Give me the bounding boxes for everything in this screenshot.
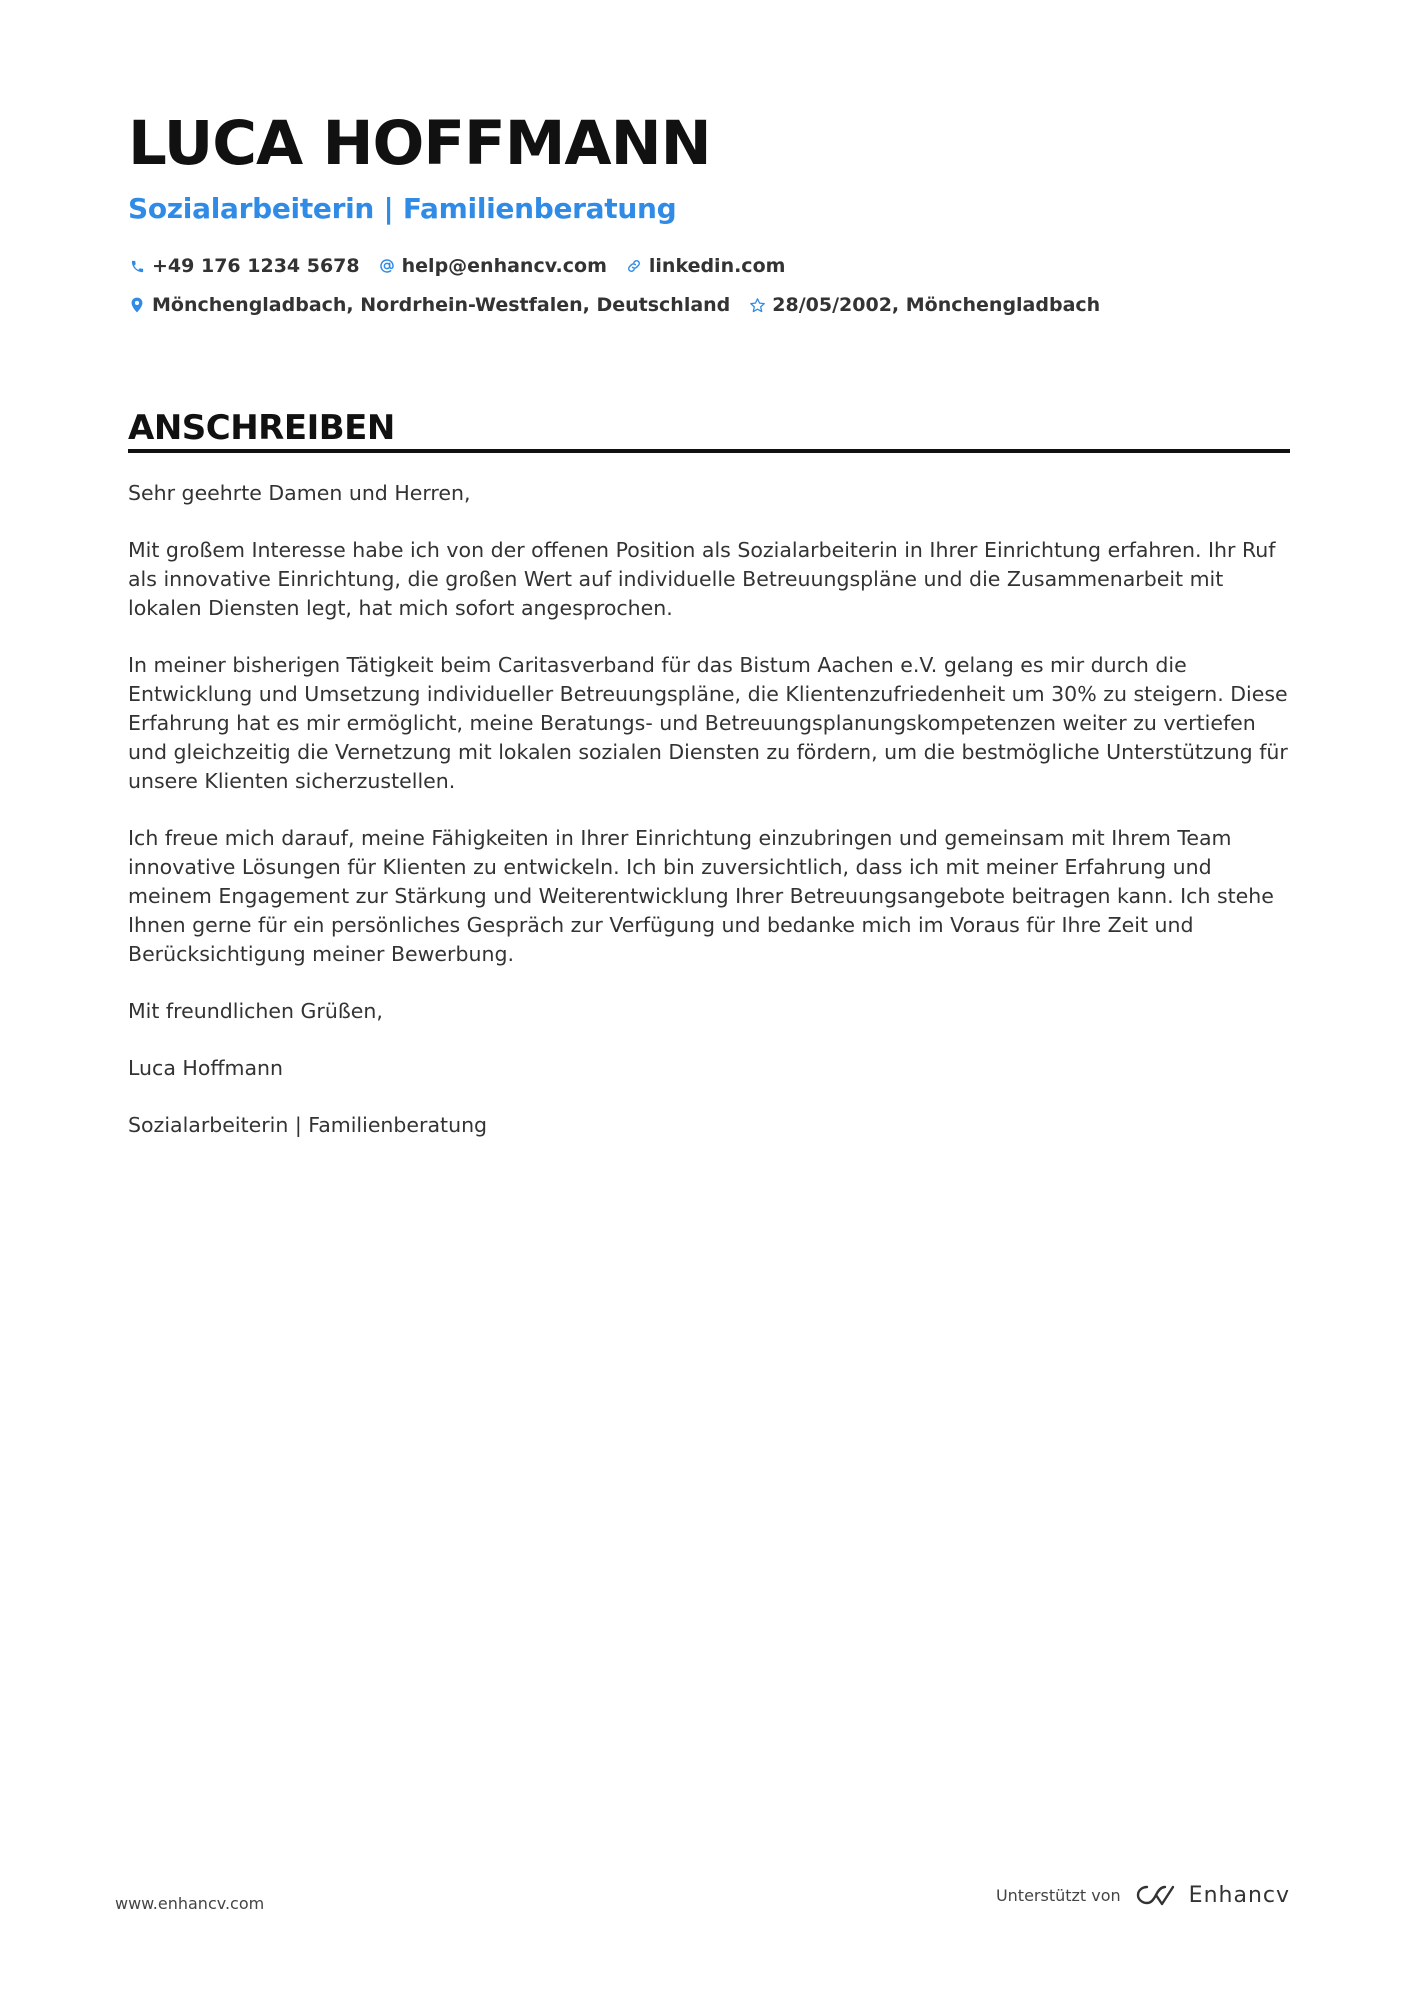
candidate-title: Sozialarbeiterin | Familienberatung: [128, 192, 677, 225]
location-text: Mönchengladbach, Nordrhein-Westfalen, Deutschland: [152, 294, 731, 316]
star-icon: [748, 296, 766, 314]
footer-powered-by: [996, 1882, 1290, 1908]
powered-by-label: Unterstützt von: [995, 1885, 1121, 1905]
enhancv-mark-icon: [1133, 1882, 1179, 1908]
location-pin-icon: [128, 296, 146, 314]
contact-location: [128, 294, 730, 316]
linkedin-link[interactable]: linkedin.com: [648, 255, 786, 277]
phone-icon: [128, 257, 146, 275]
section-divider: [128, 449, 1290, 453]
at-icon: [378, 257, 396, 275]
enhancv-logo[interactable]: [1133, 1882, 1290, 1908]
contact-linkedin[interactable]: [625, 255, 786, 277]
signature-name: Luca Hoffmann: [128, 1056, 284, 1080]
birth-date-place: 28/05/2002, Mönchengladbach: [772, 294, 1101, 316]
email-address[interactable]: help@enhancv.com: [401, 255, 607, 277]
letter-paragraph-1: Mit großem Interesse habe ich von der offenen Position als Sozialarbeiterin in Ihrer Einrichtung erfahren. Ihr Ruf als innovative Einrichtung, die großen Wert auf individuelle Betreuungspläne und die Zusammenarbeit mit lokalen Diensten legt, hat mich sofort angesprochen.: [128, 538, 1276, 620]
phone-number: +49 176 1234 5678: [152, 255, 360, 277]
link-icon: [625, 257, 643, 275]
contact-phone: [128, 255, 360, 277]
footer-website[interactable]: www.enhancv.com: [115, 1894, 265, 1913]
section-title: ANSCHREIBEN: [128, 408, 395, 448]
contact-birth: [748, 294, 1100, 316]
contact-email[interactable]: [378, 255, 607, 277]
letter-paragraph-2: In meiner bisherigen Tätigkeit beim Caritasverband für das Bistum Aachen e.V. gelang es mir durch die Entwicklung und Umsetzung individueller Betreuungspläne, die Klientenzufriedenheit um 30% zu steigern. Diese Erfahrung hat es mir ermöglicht, meine Beratungs- und Betreuungsplanungskompetenzen weiter zu vertiefen und gleichzeitig die Vernetzung mit lokalen sozialen Diensten zu fördern, um die bestmögliche Unterstützung für unsere Klienten sicherzustellen.: [128, 653, 1288, 793]
contact-row-2: [128, 294, 1118, 316]
contact-row-1: [128, 255, 803, 277]
letter-paragraph-3: Ich freue mich darauf, meine Fähigkeiten in Ihrer Einrichtung einzubringen und gemeinsam mit Ihrem Team innovative Lösungen für Klienten zu entwickeln. Ich bin zuversichtlich, dass ich mit meiner Erfahrung und meinem Engagement zur Stärkung und Weiterentwicklung Ihrer Betreuungsangebote beitragen kann. Ich stehe Ihnen gerne für ein persönliches Gespräch zur Verfügung und bedanke mich im Voraus für Ihre Zeit und Berücksichtigung meiner Bewerbung.: [128, 826, 1274, 966]
letter-body: [128, 479, 1290, 1168]
signature-title: Sozialarbeiterin | Familienberatung: [128, 1113, 488, 1137]
candidate-name: LUCA HOFFMANN: [128, 108, 711, 179]
letter-greeting: Sehr geehrte Damen und Herren,: [128, 481, 471, 505]
letter-closing: Mit freundlichen Grüßen,: [128, 999, 383, 1023]
brand-name: Enhancv: [1188, 1882, 1290, 1908]
